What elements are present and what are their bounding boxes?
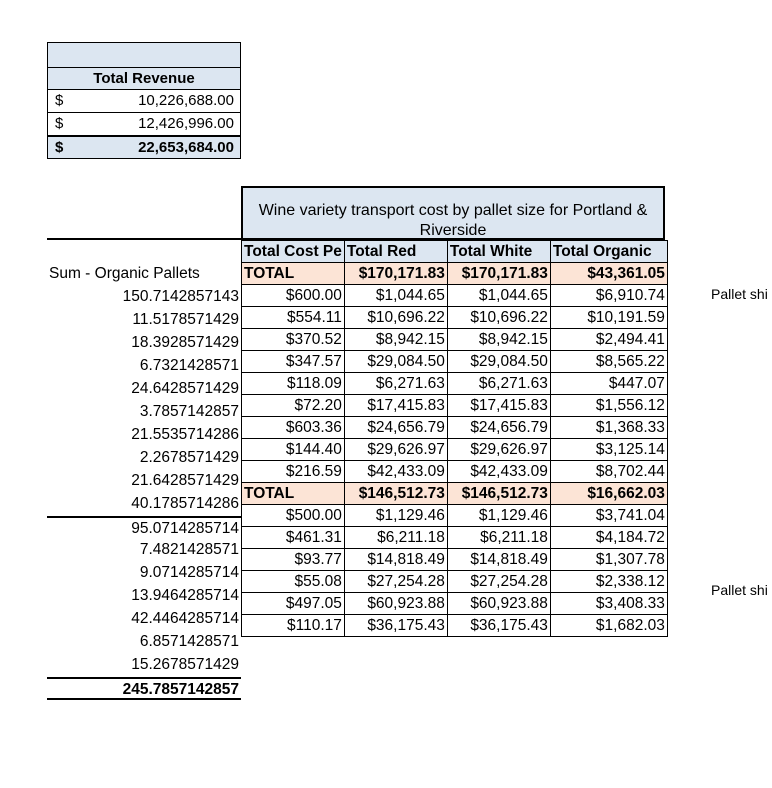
table-row [242, 351, 668, 373]
table-row [242, 505, 668, 527]
white-cell[interactable]: $24,656.79 [447, 417, 550, 439]
organic-pallets-label[interactable]: Sum - Organic Pallets [49, 265, 200, 282]
organic-pallets-cell[interactable]: 6.8571428571 [139, 633, 239, 650]
organic-cell[interactable]: $4,184.72 [550, 527, 667, 549]
total-white-cell[interactable]: $146,512.73 [447, 483, 550, 505]
total-label[interactable]: TOTAL [242, 483, 345, 505]
transport-cost-table [241, 240, 668, 637]
organic-pallets-cell[interactable]: 7.4821428571 [139, 541, 239, 558]
organic-pallets-cell[interactable]: 40.1785714286 [131, 495, 239, 512]
table-row [242, 549, 668, 571]
organic-cell[interactable]: $3,741.04 [550, 505, 667, 527]
red-cell[interactable]: $6,271.63 [344, 373, 447, 395]
white-cell[interactable]: $14,818.49 [447, 549, 550, 571]
currency-symbol: $ [55, 92, 64, 109]
revenue-table [47, 42, 241, 159]
organic-cell[interactable]: $8,702.44 [550, 461, 667, 483]
organic-pallets-cell[interactable]: 15.2678571429 [131, 656, 239, 673]
organic-pallets-cell[interactable]: 95.0714285714 [47, 516, 241, 539]
white-cell[interactable]: $10,696.22 [447, 307, 550, 329]
red-cell[interactable]: $29,084.50 [344, 351, 447, 373]
white-cell[interactable]: $6,211.18 [447, 527, 550, 549]
left-column-top-border [47, 238, 241, 240]
organic-pallets-column [47, 263, 241, 700]
organic-cell[interactable]: $6,910.74 [550, 285, 667, 307]
red-cell[interactable]: $8,942.15 [344, 329, 447, 351]
table-row [242, 571, 668, 593]
red-cell[interactable]: $42,433.09 [344, 461, 447, 483]
white-cell[interactable]: $1,044.65 [447, 285, 550, 307]
total-white-cell[interactable]: $170,171.83 [447, 263, 550, 285]
revenue-value: 12,426,996.00 [138, 115, 234, 132]
white-cell[interactable]: $36,175.43 [447, 615, 550, 637]
organic-pallets-cell[interactable]: 6.7321428571 [139, 357, 239, 374]
red-cell[interactable]: $17,415.83 [344, 395, 447, 417]
transport-cost-title[interactable]: Wine variety transport cost by pallet size for Portland & Riverside [241, 186, 665, 240]
table-row [242, 439, 668, 461]
red-cell[interactable]: $27,254.28 [344, 571, 447, 593]
white-cell[interactable]: $42,433.09 [447, 461, 550, 483]
organic-pallets-cell[interactable]: 150.7142857143 [122, 288, 239, 305]
white-cell[interactable]: $60,923.88 [447, 593, 550, 615]
table-row [242, 615, 668, 637]
red-cell[interactable]: $1,129.46 [344, 505, 447, 527]
cost-cell[interactable]: $55.08 [242, 571, 345, 593]
cost-cell[interactable]: $497.05 [242, 593, 345, 615]
header-total-white[interactable]: Total White [447, 241, 550, 263]
cost-cell[interactable]: $93.77 [242, 549, 345, 571]
revenue-row[interactable] [47, 90, 241, 113]
table-row [242, 461, 668, 483]
cost-cell[interactable]: $144.40 [242, 439, 345, 461]
organic-cell[interactable]: $1,368.33 [550, 417, 667, 439]
cost-cell[interactable]: $370.52 [242, 329, 345, 351]
cost-cell[interactable]: $600.00 [242, 285, 345, 307]
header-total-cost[interactable]: Total Cost Pe [242, 241, 345, 263]
organic-pallets-cell[interactable]: 21.6428571429 [131, 472, 239, 489]
revenue-row[interactable] [47, 113, 241, 136]
table-row [242, 373, 668, 395]
table-row [242, 527, 668, 549]
red-cell[interactable]: $36,175.43 [344, 615, 447, 637]
currency-symbol: $ [55, 139, 64, 156]
red-cell[interactable]: $29,626.97 [344, 439, 447, 461]
header-total-organic[interactable]: Total Organic [550, 241, 667, 263]
organic-pallets-grand-total[interactable]: 245.7857142857 [47, 677, 241, 700]
organic-pallets-cell[interactable]: 42.4464285714 [131, 610, 239, 627]
cost-cell[interactable]: $216.59 [242, 461, 345, 483]
header-row [242, 241, 668, 263]
revenue-total-row[interactable] [47, 136, 241, 159]
organic-cell[interactable]: $10,191.59 [550, 307, 667, 329]
white-cell[interactable]: $6,271.63 [447, 373, 550, 395]
organic-cell[interactable]: $3,125.14 [550, 439, 667, 461]
cost-cell[interactable]: $461.31 [242, 527, 345, 549]
red-cell[interactable]: $24,656.79 [344, 417, 447, 439]
total-organic-cell[interactable]: $43,361.05 [550, 263, 667, 285]
section1-total-row [242, 263, 668, 285]
table-row [242, 329, 668, 351]
organic-pallets-cell[interactable]: 9.0714285714 [139, 564, 239, 581]
side-note-pallet-shipping[interactable]: Pallet shi [711, 582, 768, 598]
total-organic-cell[interactable]: $16,662.03 [550, 483, 667, 505]
table-row [242, 417, 668, 439]
cost-cell[interactable]: $347.57 [242, 351, 345, 373]
table-row [242, 593, 668, 615]
cost-cell[interactable]: $603.36 [242, 417, 345, 439]
cost-cell[interactable]: $500.00 [242, 505, 345, 527]
white-cell[interactable]: $29,626.97 [447, 439, 550, 461]
header-total-red[interactable]: Total Red [344, 241, 447, 263]
cost-cell[interactable]: $110.17 [242, 615, 345, 637]
organic-cell[interactable]: $3,408.33 [550, 593, 667, 615]
organic-cell[interactable]: $1,307.78 [550, 549, 667, 571]
organic-pallets-cell[interactable]: 18.3928571429 [131, 334, 239, 351]
organic-cell[interactable]: $8,565.22 [550, 351, 667, 373]
red-cell[interactable]: $60,923.88 [344, 593, 447, 615]
organic-cell[interactable]: $2,494.41 [550, 329, 667, 351]
organic-cell[interactable]: $1,556.12 [550, 395, 667, 417]
red-cell[interactable]: $10,696.22 [344, 307, 447, 329]
organic-cell[interactable]: $447.07 [550, 373, 667, 395]
table-row [242, 307, 668, 329]
table-row [242, 395, 668, 417]
red-cell[interactable]: $1,044.65 [344, 285, 447, 307]
organic-pallets-cell[interactable]: 13.9464285714 [131, 587, 239, 604]
white-cell[interactable]: $17,415.83 [447, 395, 550, 417]
organic-cell[interactable]: $1,682.03 [550, 615, 667, 637]
organic-cell[interactable]: $2,338.12 [550, 571, 667, 593]
organic-pallets-cell[interactable]: 3.7857142857 [139, 403, 239, 420]
currency-symbol: $ [55, 115, 64, 132]
white-cell[interactable]: $29,084.50 [447, 351, 550, 373]
cost-cell[interactable]: $72.20 [242, 395, 345, 417]
total-red-cell[interactable]: $146,512.73 [344, 483, 447, 505]
cost-cell[interactable]: $118.09 [242, 373, 345, 395]
total-label[interactable]: TOTAL [242, 263, 345, 285]
white-cell[interactable]: $8,942.15 [447, 329, 550, 351]
red-cell[interactable]: $14,818.49 [344, 549, 447, 571]
organic-pallets-cell[interactable]: 2.2678571429 [139, 449, 239, 466]
organic-pallets-cell[interactable]: 21.5535714286 [131, 426, 239, 443]
revenue-header[interactable]: Total Revenue [47, 68, 241, 90]
revenue-blank-cell[interactable] [47, 42, 241, 68]
section2-total-row [242, 483, 668, 505]
total-red-cell[interactable]: $170,171.83 [344, 263, 447, 285]
table-row [242, 285, 668, 307]
red-cell[interactable]: $6,211.18 [344, 527, 447, 549]
revenue-total-value: 22,653,684.00 [138, 139, 234, 156]
side-note-pallet-shipping[interactable]: Pallet shi [711, 286, 768, 302]
white-cell[interactable]: $1,129.46 [447, 505, 550, 527]
white-cell[interactable]: $27,254.28 [447, 571, 550, 593]
cost-cell[interactable]: $554.11 [242, 307, 345, 329]
revenue-value: 10,226,688.00 [138, 92, 234, 109]
organic-pallets-cell[interactable]: 24.6428571429 [131, 380, 239, 397]
organic-pallets-cell[interactable]: 11.5178571429 [132, 311, 239, 328]
